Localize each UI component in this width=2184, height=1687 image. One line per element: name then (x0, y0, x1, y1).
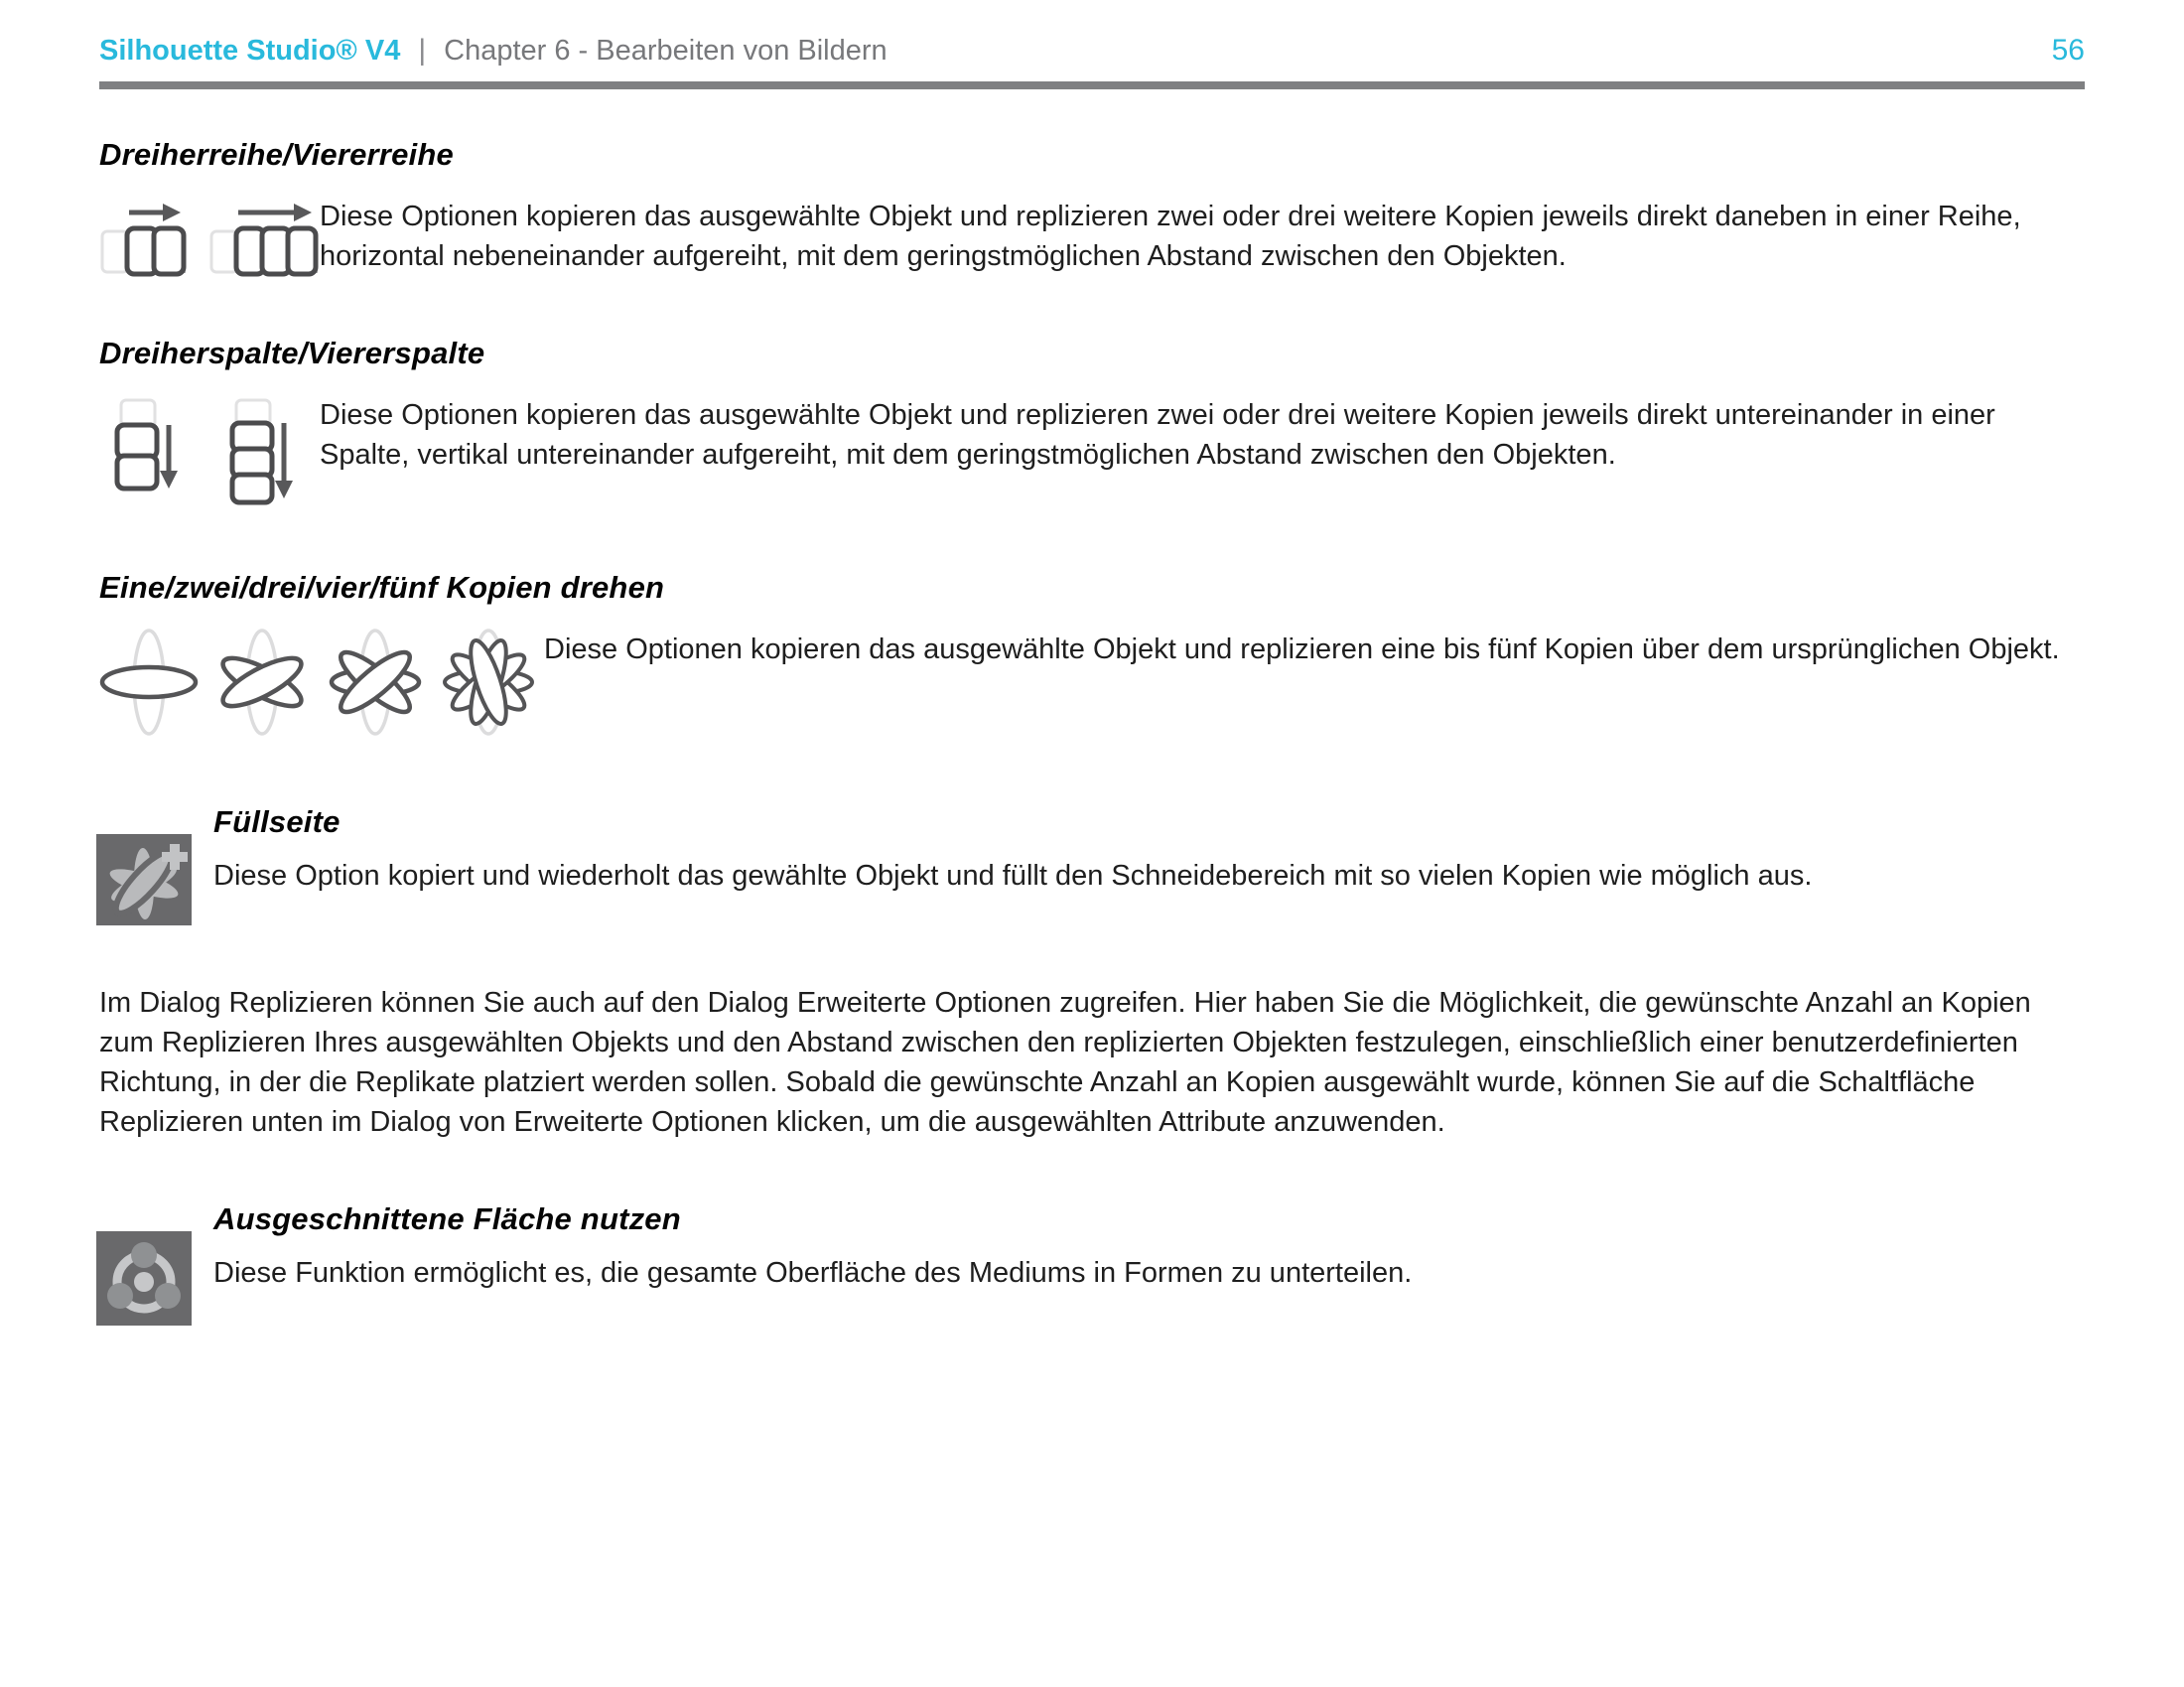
fill-page-icon (96, 834, 192, 925)
row-section-body: Diese Optionen kopieren das ausgewählte Objekt und replizieren zwei oder drei weitere Kopien jeweils direkt daneben in einer Reihe, horizontal nebeneinander aufgereiht, mit dem geringstmöglichen Abstand zwischen den Objekten. (320, 201, 2021, 272)
advanced-options-paragraph: Im Dialog Replizieren können Sie auch auf den Dialog Erweiterte Optionen zugreifen. Hier haben Sie die Möglichkeit, die gewünschte Anzahl an Kopien zum Replizieren Ihres ausgewählten Objekts und den Abstand zwischen den replizierten Objekten festzulegen, einschließlich einer benutzerdefinierten Richtung, in der die Replikate platziert werden sollen. Sobald die gewünschte Anzahl an Kopien ausgewählt wurde, können Sie auf die Schaltfläche Replizieren unten im Dialog von Erweiterte Optionen klicken, um die ausgewählten Attribute anzuwenden. (99, 987, 2031, 1138)
section-fill-page (99, 804, 2085, 925)
page-number: 56 (2051, 34, 2085, 67)
use-cutout-area-icon (96, 1231, 192, 1326)
replicate-four-in-row-icon (208, 201, 320, 278)
section-row-replicate (99, 137, 2085, 278)
section-column-replicate (99, 336, 2085, 510)
brand-title: Silhouette Studio® V4 (99, 35, 401, 67)
replicate-four-in-column-icon (228, 397, 294, 510)
page-header (99, 34, 2085, 68)
fill-page-icon-box (96, 834, 192, 925)
chapter-title: Chapter 6 - Bearbeiten von Bildern (444, 35, 887, 67)
header-separator: | (418, 34, 427, 67)
header-divider (99, 81, 2085, 89)
use-cutout-area-heading: Ausgeschnittene Fläche nutzen (213, 1201, 681, 1236)
fill-page-body: Diese Option kopiert und wiederholt das gewählte Objekt und füllt den Schneidebereich mit so vielen Kopien wie möglich aus. (213, 860, 1813, 892)
replicate-three-in-row-icon (99, 201, 187, 278)
column-section-heading: Dreiherspalte/Viererspalte (99, 336, 485, 370)
fill-page-heading: Füllseite (213, 804, 341, 839)
use-cutout-area-icon-box (96, 1231, 192, 1326)
rotate-three-copies-icon (326, 624, 425, 741)
column-section-body: Diese Optionen kopieren das ausgewählte Objekt und replizieren zwei oder drei weitere Kopien jeweils direkt untereinander in einer Spalte, vertikal untereinander aufgereiht, mit dem geringstmöglichen Abstand zwischen den Objekten. (320, 399, 1995, 471)
row-section-heading: Dreiherreihe/Viererreihe (99, 137, 454, 172)
rotate-two-copies-icon (212, 624, 312, 741)
rotate-five-copies-icon (439, 624, 538, 741)
row-icon-strip (99, 197, 320, 278)
rotate-section-body: Diese Optionen kopieren das ausgewählte Objekt und replizieren eine bis fünf Kopien über dem ursprünglichen Objekt. (544, 633, 2060, 665)
column-icon-strip (99, 395, 320, 510)
rotate-one-copy-icon (99, 624, 199, 741)
rotate-section-heading: Eine/zwei/drei/vier/fünf Kopien drehen (99, 570, 665, 605)
replicate-three-in-column-icon (113, 397, 179, 498)
rotate-icon-strip (99, 624, 544, 741)
use-cutout-area-body: Diese Funktion ermöglicht es, die gesamte Oberfläche des Mediums in Formen zu unterteilen. (213, 1257, 1413, 1289)
section-rotate-copies (99, 570, 2085, 741)
section-use-cutout-area (99, 1201, 2085, 1326)
